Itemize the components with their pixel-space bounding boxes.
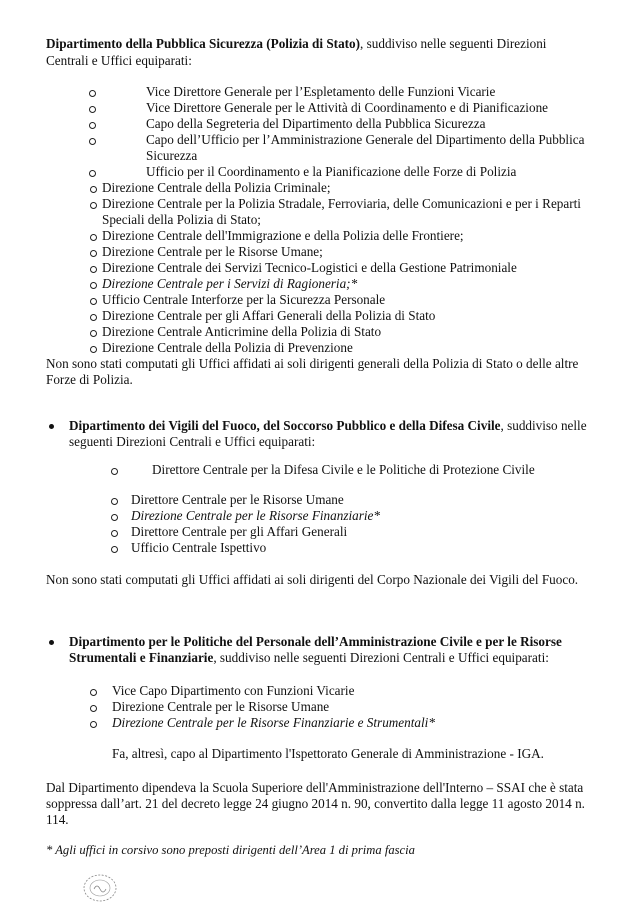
bullet-circle-icon (90, 298, 97, 305)
bullet-circle-icon (111, 530, 118, 537)
bullet-circle-icon (89, 138, 96, 145)
bullet-circle-icon (111, 468, 118, 475)
section-title: Dipartimento della Pubblica Sicurezza (Polizia di Stato) (46, 36, 361, 51)
section-title: Dipartimento dei Vigili del Fuoco, del Soccorso Pubblico e della Difesa Civile (69, 418, 501, 433)
section-title: Dipartimento per le Politiche del Personale dell’Amministrazione Civile e per le Risorse (69, 634, 562, 649)
bullet-dot-icon (49, 640, 54, 645)
section-intro-line2: seguenti Direzioni Centrali e Uffici equiparati: (69, 434, 316, 449)
bullet-circle-icon (111, 514, 118, 521)
bullet-circle-icon (90, 346, 97, 353)
section-intro: Dipartimento dei Vigili del Fuoco, del Soccorso Pubblico e della Difesa Civile, suddiviso nelle (69, 418, 587, 433)
bullet-circle-icon (90, 721, 97, 728)
bullet-circle-icon (89, 90, 96, 97)
bullet-circle-icon (90, 282, 97, 289)
bullet-circle-icon (90, 314, 97, 321)
document-page: Dipartimento della Pubblica Sicurezza (Polizia di Stato), suddiviso nelle seguenti Direzioni Centrali e Uffici equiparati: Vice Direttore Generale per l’Espletamento delle Funzioni Vicarie Vice Direttore Generale per le Attività di Coordinamento e di Pianificazione Capo della Segreteria del Dipartimento della Pubblica Sicurezza Capo dell’Ufficio per l’Amministrazione Generale del Dipartimento della Pubblica Sicurezza Ufficio per il Coordinamento e la Pianificazione delle Forze di Polizia Direzione Centrale della Polizia Criminale; Direzione Centrale per la Polizia Stradale, Ferroviaria, delle Comunicazioni e per i Reparti Speciali della Polizia di Stato; Direzione Centrale dell'Immigrazione e della Polizia delle Frontiere; Direzione Centrale per le Risorse Umane; Direzione Centrale dei Servizi Tecnico-Logistici e della Gestione Patrimoniale Direzione Centrale per i Servizi di Ragioneria;* Ufficio Centrale Interforze per la Sicurezza Personale Direzione Centrale per gli Affari Generali della Polizia di Stato Direzione Centrale Anticrimine della Polizia di Stato Direzione Centrale della Polizia di Prevenzione Non sono stati computati gli Uffici affidati ai soli dirigenti generali della Polizia di Stato o delle altre Forze di Polizia. Dipartimento dei Vigili del Fuoco, del Soccorso Pubblico e della Difesa Civile, suddiviso nelle seguenti Direzioni Centrali e Uffici equiparati: Direttore Centrale per la Difesa Civile e le Politiche di Protezione Civile Direttore Centrale per le Risorse Umane Direzione Centrale per le Risorse Finanziarie* Direttore Centrale per gli Affari Generali Ufficio Centrale Ispettivo Non sono stati computati gli Uffici affidati ai soli dirigenti del Corpo Nazionale dei Vigili del Fuoco. Dipartimento per le Politiche del Personale dell’Amministrazione Civile e per le Risorse Strumentali e Finanziarie, suddiviso nelle seguenti Direzioni Centrali e Uffici equiparati: Vice Capo Dipartimento con Funzioni Vicarie Direzione Centrale per le Risorse Umane Direzione Centrale per le Risorse Finanziarie e Strumentali* Fa, altresì, capo al Dipartimento l'Ispettorato Generale di Amministrazione - IGA. Dal Dipartimento dipendeva la Scuola Superiore dell'Amministrazione dell'Interno – SSAI che è stata soppressa dall’art. 21 del decreto legge 24 giugno 2014 n. 90, convertito dalla legge 11 agosto 2014 n. 114. * Agli uffici in corsivo sono preposti dirigenti dell’Area 1 di prima fascia (0, 0, 643, 910)
bullet-circle-icon (90, 689, 97, 696)
bullet-circle-icon (90, 266, 97, 273)
bullet-circle-icon (90, 202, 97, 209)
bullet-circle-icon (90, 250, 97, 257)
bullet-circle-icon (89, 170, 96, 177)
section-intro-line2: Centrali e Uffici equiparati: (46, 53, 192, 68)
section-intro: Dipartimento della Pubblica Sicurezza (Polizia di Stato), suddiviso nelle seguenti Direzioni (46, 36, 547, 51)
bullet-circle-icon (90, 234, 97, 241)
bullet-circle-icon (111, 546, 118, 553)
bullet-circle-icon (90, 330, 97, 337)
bullet-circle-icon (90, 186, 97, 193)
bullet-circle-icon (89, 122, 96, 129)
bullet-circle-icon (89, 106, 96, 113)
section-intro: Strumentali e Finanziarie, suddiviso nelle seguenti Direzioni Centrali e Uffici equiparati: (69, 650, 549, 665)
bullet-circle-icon (111, 498, 118, 505)
seal-stamp-icon (80, 873, 120, 903)
bullet-dot-icon (49, 424, 54, 429)
bullet-circle-icon (90, 705, 97, 712)
